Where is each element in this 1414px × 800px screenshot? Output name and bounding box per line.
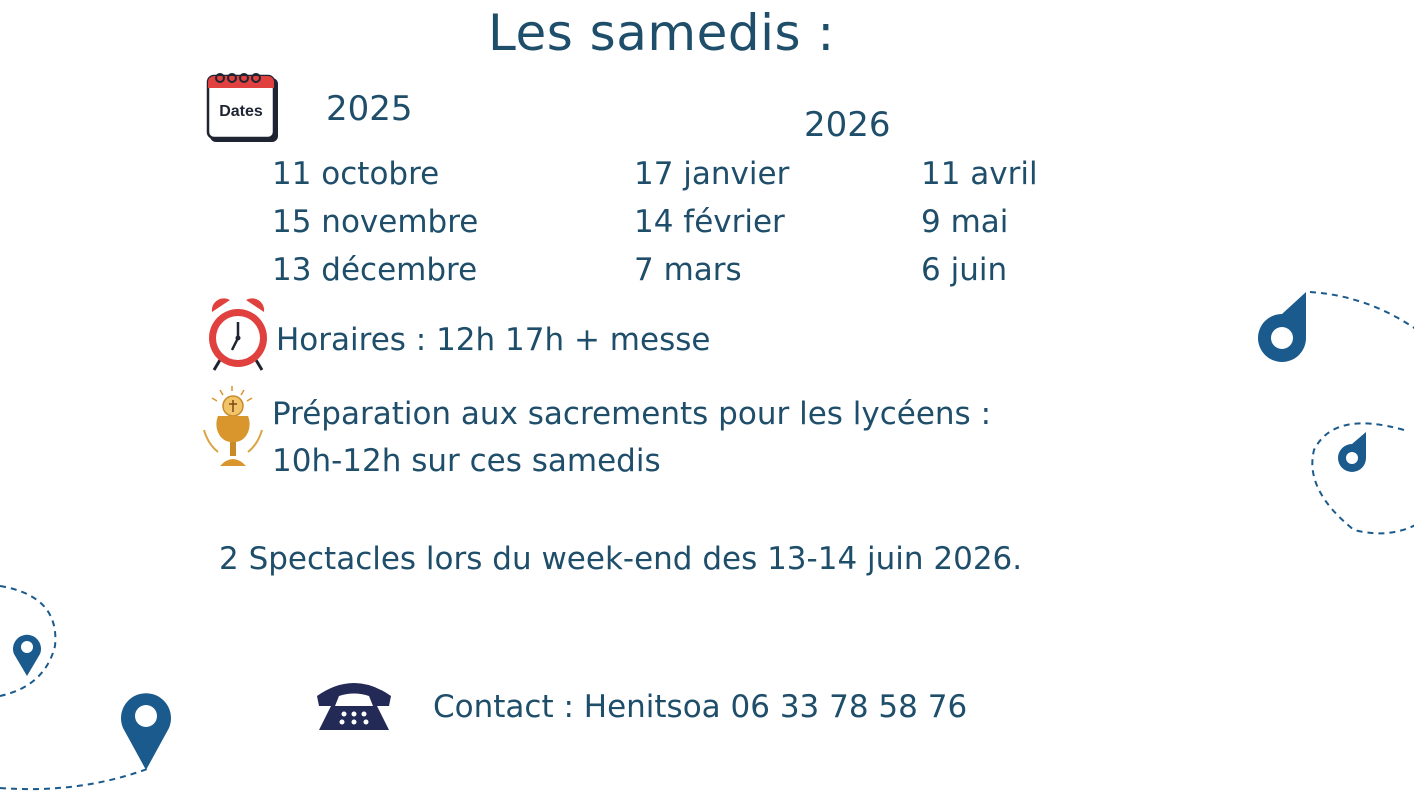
preparation-line-2: 10h-12h sur ces samedis	[272, 443, 661, 479]
chalice-icon	[200, 384, 264, 476]
dates-column-2	[634, 150, 789, 294]
location-pin-icon	[1254, 290, 1310, 368]
date-item: 9 mai	[921, 204, 1009, 240]
telephone-icon	[315, 676, 393, 732]
location-pin-icon	[1334, 430, 1370, 476]
calendar-icon	[206, 72, 278, 144]
alarm-clock-icon	[206, 296, 270, 372]
date-item: 7 mars	[634, 252, 742, 288]
location-pin-icon	[118, 688, 174, 772]
year-2025: 2025	[326, 89, 413, 129]
shows-text: 2 Spectacles lors du week-end des 13-14 juin 2026.	[219, 541, 1023, 577]
date-item: 6 juin	[921, 252, 1008, 288]
date-item: 11 avril	[921, 156, 1038, 192]
dates-column-1	[272, 150, 478, 294]
contact-text: Contact : Henitsoa 06 33 78 58 76	[433, 689, 968, 725]
date-item: 11 octobre	[272, 156, 440, 192]
dates-column-3	[921, 150, 1038, 294]
calendar-icon-label: Dates	[219, 103, 263, 120]
hours-text: Horaires : 12h 17h + messe	[276, 322, 711, 358]
date-item: 14 février	[634, 204, 785, 240]
page-title: Les samedis :	[488, 4, 835, 62]
date-item: 17 janvier	[634, 156, 790, 192]
preparation-line-1: Préparation aux sacrements pour les lycéens :	[272, 396, 992, 432]
year-2026: 2026	[804, 105, 891, 145]
date-item: 13 décembre	[272, 252, 478, 288]
date-item: 15 novembre	[272, 204, 479, 240]
location-pin-icon	[10, 630, 44, 678]
